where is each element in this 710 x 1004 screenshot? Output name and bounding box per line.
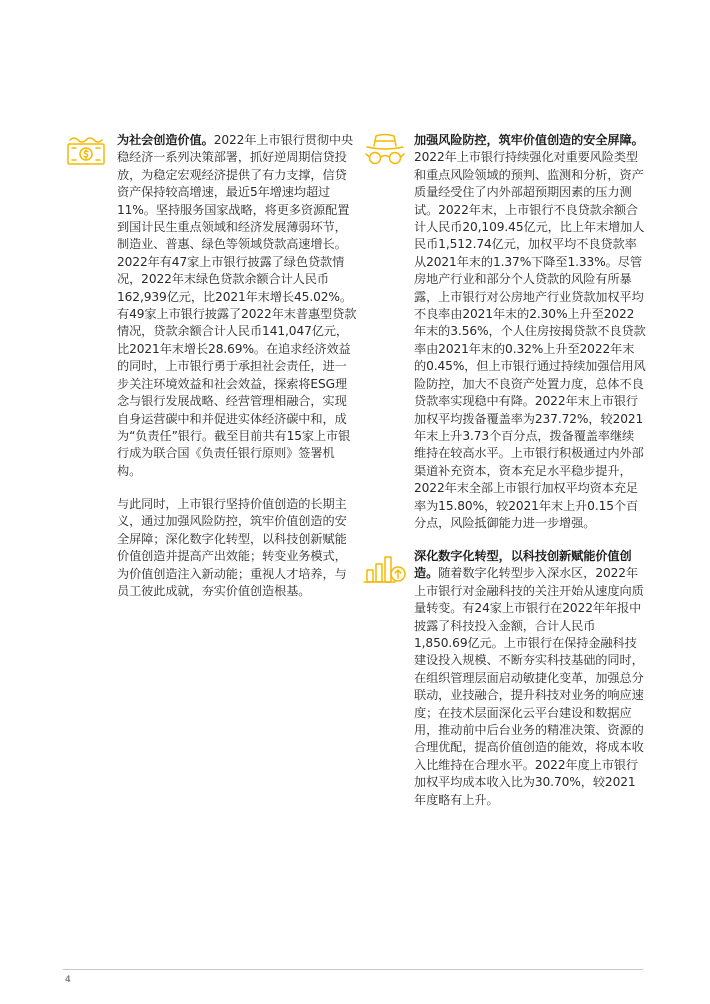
- digital-paragraph: [414, 548, 646, 809]
- long-term-body: 与此同时，上市银行坚持价值创造的长期主义，通过加强风险防控，筑牢价值创造的安全屏障；深化数字化转型，以科技创新赋能价值创造并提高产出效能；转变业务模式，为价值创造注入新动能；重视人才培养，与员工彼此成就，夯实价值创造根基。: [117, 497, 347, 599]
- digital-body: 随着数字化转型步入深水区，2022年上市银行对金融科技的关注开始从速度向质量转变。有24家上市银行在2022年年报中披露了科技投入金额，合计人民币1,850.69亿元。上市银行在保持金融科技建设投入规模、不断夯实科技基础的同时，在组织管理层面启动敏捷化变革，加强总分联动，业技融合，提升科技对业务的响应速度；在技术层面深化云平台建设和数据应用，推动前中后台业务的精准决策、资源的合理优配，提高价值创造的能效，将成本收入比维持在合理水平。2022年度上市银行加权平均成本收入比为30.70%，较2021年度略有上升。: [414, 566, 644, 807]
- risk-body: 2022年上市银行持续强化对重要风险类型和重点风险领域的预判、监测和分析，资产质量经受住了内外部超预期因素的压力测试。2022年末，上市银行不良贷款余额合计人民币20,109.45亿元，比上年末增加人民币1,512.74亿元，加权平均不良贷款率从2021年末的1.37%下降至1.33%。尽管房地产行业和部分个人贷款的风险有所暴露，上市银行对公房地产行业贷款加权平均不良率由2021年末的2.30%上升至2022年末的3.56%，个人住房按揭贷款不良贷款率由2021年末的0.32%上升至2022年末的0.45%，但上市银行通过持续加强信用风险防控，加大不良资产处置力度，总体不良贷款率实现稳中有降。2022年末上市银行加权平均拨备覆盖率为237.72%，较2021年末上升3.73个百分点，拨备覆盖率继续维持在较高水平。上市银行积极通过内外部渠道补充资本，资本充足水平稳步提升，2022年末全部上市银行加权平均资本充足率为15.80%，较2021年末上升0.15个百分点，风险抵御能力进一步增强。: [414, 150, 646, 530]
- social-value-paragraph: [117, 132, 358, 480]
- social-value-body: 2022年上市银行贯彻中央稳经济一系列决策部署，抓好逆周期信贷投放，为稳定宏观经济提供了有力支撑，信贷资产保持较高增速，最近5年增速均超过11%。坚持服务国家战略，将更多资源配置到国计民生重点领域和经济发展薄弱环节，制造业、普惠、绿色等领域贷款高速增长。2022年有47家上市银行披露了绿色贷款情况，2022年末绿色贷款余额合计人民币162,939亿元，比2021年末增长45.02%。有49家上市银行披露了2022年末普惠型贷款情况，贷款余额合计人民币141,047亿元，比2021年末增长28.69%。在追求经济效益的同时，上市银行勇于承担社会责任，进一步关注环境效益和社会效益，探索将ESG理念与银行发展战略、经营管理相融合，实现自身运营碳中和并促进实体经济碳中和，成为“负责任”银行。截至目前共有15家上市银行成为联合国《负责任银行原则》签署机构。: [117, 133, 357, 478]
- long-term-paragraph: [117, 496, 358, 600]
- hat-glasses-icon: [362, 130, 408, 170]
- bar-chart-arrow-icon: [362, 548, 408, 588]
- social-value-title: 为社会创造价值。: [117, 133, 214, 147]
- footer-divider: [63, 969, 643, 970]
- risk-paragraph: [414, 132, 646, 532]
- digital-title: 深化数字化转型，以科技创新赋能价值创造。: [414, 549, 632, 581]
- risk-title: 加强风险防控，筑牢价值创造的安全屏障。: [414, 133, 644, 147]
- page-number: 4: [65, 975, 71, 985]
- money-bill-icon: [64, 131, 108, 171]
